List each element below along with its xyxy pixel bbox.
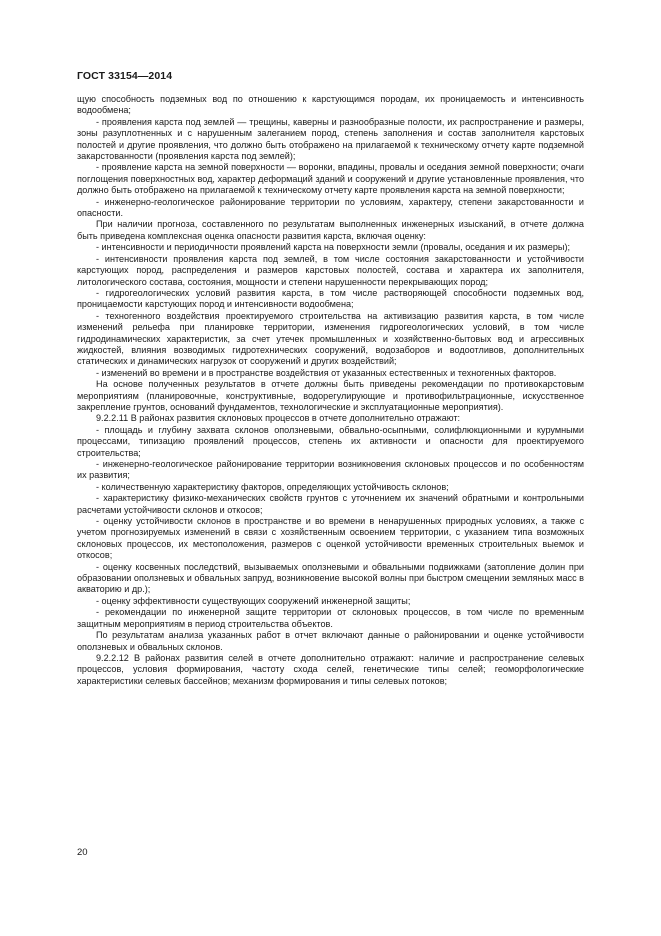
document-body — [77, 94, 584, 687]
paragraph: - техногенного воздействия проектируемого строительства на активизацию развития карста, в том числе изменений рельефа при планировке территории, изменения гидрогеологических условий, в том числе гидродинамических характеристик, за счет утечек промышленных и хозяйственно-бытовых вод и агрессивных жидкостей, влияния возводимых гидротехнических сооружений, водозаборов и водоотливов, дополнительных статических и динамических нагрузок от сооружений и других воздействий; — [77, 310, 584, 367]
paragraph: - характеристику физико-механических свойств грунтов с уточнением их значений обратными и контрольными расчетами устойчивости склонов и откосов; — [77, 493, 584, 515]
paragraph: - изменений во времени и в пространстве воздействия от указанных естественных и техногенных факторов. — [96, 367, 557, 378]
paragraph: - проявления карста под землей — трещины, каверны и разнообразные полости, их распространение и размеры, зоны разуплотненных и с нарушенным залеганием пород, степень заполнения и состав заполнителя карстовых полостей и другие проявления, что должно быть отображено на прилагаемой к техническому отчету карте подземной закарстованности (проявления карста под землей); — [77, 116, 584, 162]
paragraph: - инженерно-геологическое районирование территории возникновения склоновых процессов и по особенностям их развития; — [77, 459, 584, 481]
paragraph: На основе полученных результатов в отчете должны быть приведены рекомендации по противокарстовым мероприятиям (планировочные, конструктивные, водорегулирующие и противофильтрационные, искусственное закрепление грунтов, оснований фундаментов, технологические и эксплуатационные мероприятия). — [77, 379, 584, 412]
paragraph: - инженерно-геологическое районирование территории по условиям, характеру, степени закарстованности и опасности. — [77, 196, 584, 219]
section-paragraph: 9.2.2.11 В районах развития склоновых процессов в отчете дополнительно отражают: — [96, 413, 461, 424]
paragraph: - интенсивности проявления карста под землей, в том числе состояния закарстованности и устойчивости карстующих пород, распределения и размеров карстовых полостей, состава и характера их заполнителя, литологического состава, состояния, мощности и степени нарушенности перекрывающих пород; — [77, 253, 584, 287]
paragraph: При наличии прогноза, составленного по результатам выполненных инженерных изысканий, в отчете должна быть приведена комплексная оценка опасности развития карста, включая оценку: — [77, 219, 584, 241]
page-number: 20 — [77, 847, 88, 858]
paragraph: - оценку косвенных последствий, вызываемых оползневыми и обвальными подвижками (затопление долин при образовании оползневых и обвальных запруд, возникновение высокой волны при быстром смещении земляных масс в акваторию и др.); — [77, 561, 584, 595]
paragraph: щую способность подземных вод по отношению к карстующимся породам, их проницаемость и интенсивность водообмена; — [77, 94, 584, 116]
paragraph: - площадь и глубину захвата склонов оползневыми, обвально-осыпными, солифлюкционными и курумными процессами, типизацию проявлений процессов, степень их активности и опасности для проектируемого строительства; — [77, 424, 584, 458]
paragraph: - интенсивности и периодичности проявлений карста на поверхности земли (провалы, оседания и их размеры); — [96, 242, 570, 253]
section-paragraph: 9.2.2.12 В районах развития селей в отчете дополнительно отражают: наличие и распространение селевых процессов, условия формирования, частоту схода селей, генетические типы селей; геоморфологические характеристики селевых бассейнов; механизм формирования и типы селевых потоков; — [77, 652, 584, 686]
paragraph: - оценку эффективности существующих сооружений инженерной защиты; — [96, 595, 411, 606]
paragraph: - проявление карста на земной поверхности — воронки, впадины, провалы и оседания земной поверхности; очаги поглощения поверхностных вод, характер деформаций зданий и сооружений и другие установленные проявления, что должно быть отображено на прилагаемой к техническому отчету карте проявления карста на земной поверхности; — [77, 162, 584, 196]
paragraph: По результатам анализа указанных работ в отчет включают данные о районировании и оценке устойчивости оползневых и обвальных склонов. — [77, 630, 584, 652]
paragraph: - количественную характеристику факторов, определяющих устойчивость склонов; — [96, 481, 449, 492]
document-header: ГОСТ 33154—2014 — [77, 70, 173, 82]
paragraph: - оценку устойчивости склонов в пространстве и во времени в ненарушенных природных условиях, а также с учетом прогнозируемых изменений в связи с хозяйственным освоением территории, с указанием типа возможных склоновых процессов, их местоположения, размеров с оценкой устойчивости временных строительных выемок и откосов; — [77, 516, 584, 561]
paragraph: - рекомендации по инженерной защите территории от склоновых процессов, в том числе по временным защитным мероприятиям в период строительства объектов. — [77, 607, 584, 629]
paragraph: - гидрогеологических условий развития карста, в том числе растворяющей способности подземных вод, проницаемости карстующих пород и интенсивности водообмена; — [77, 287, 584, 310]
